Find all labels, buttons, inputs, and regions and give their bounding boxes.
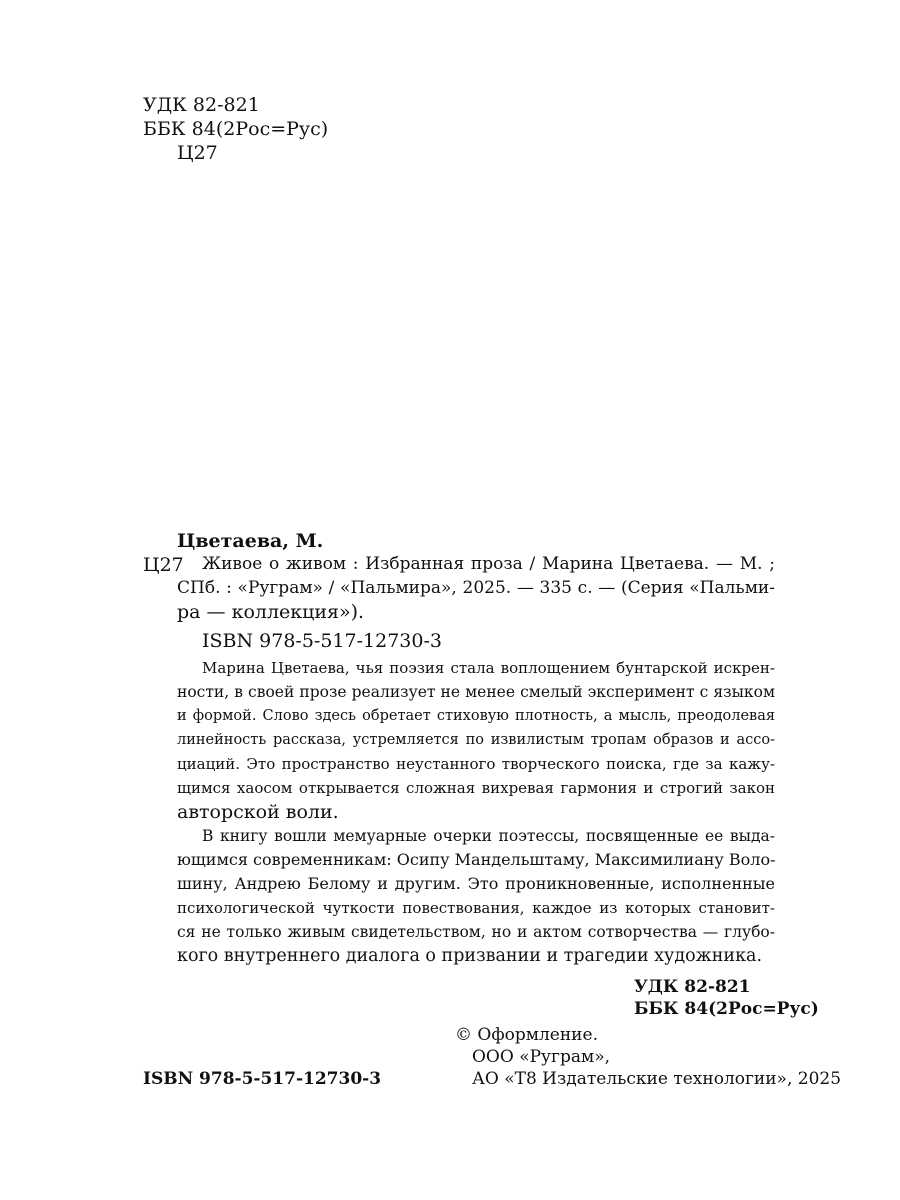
annotation-p1-line-3: и формой. Слово здесь обретает стиховую плотность, а мысль, преодолевая: [177, 708, 775, 724]
annotation-p1-line-1: Марина Цветаева, чья поэзия стала воплощением бунтарской искрен-: [202, 659, 775, 677]
footer-isbn: ISBN 978-5-517-12730-3: [143, 1069, 382, 1089]
record-author-mark: Ц27: [143, 554, 184, 576]
annotation-p1-line-6: щимся хаосом открывается сложная вихревая гармония и строгий закон: [177, 779, 775, 797]
annotation-p1-line-2: ности, в своей прозе реализует не менее смелый эксперимент с языком: [177, 683, 775, 701]
top-bbk-code: ББК 84(2Рос=Рус): [143, 118, 329, 140]
description-line-2: СПб. : «Руграм» / «Пальмира», 2025. — 335 с. — (Серия «Пальми-: [177, 578, 775, 598]
record-isbn: ISBN 978-5-517-12730-3: [202, 630, 442, 652]
annotation-p2-line-1: В книгу вошли мемуарные очерки поэтессы, посвященные ее выда-: [202, 827, 775, 845]
annotation-p2-line-3: шину, Андрею Белому и другим. Это проникновенные, исполненные: [177, 874, 775, 893]
description-line-1: Живое о живом : Избранная проза / Марина Цветаева. — М. ;: [202, 554, 775, 574]
annotation-p1-line-5: циаций. Это пространство неустанного творческого поиска, где за кажу-: [177, 755, 775, 773]
annotation-p2-line-6: кого внутреннего диалога о призвании и трагедии художника.: [177, 946, 763, 966]
annotation-p1-line-4: линейность рассказа, устремляется по извилистым тропам образов и ассо-: [177, 732, 775, 748]
bottom-udk-code: УДК 82-821: [634, 977, 751, 997]
top-udk-code: УДК 82-821: [143, 94, 260, 116]
bottom-bbk-code: ББК 84(2Рос=Рус): [634, 999, 819, 1019]
annotation-p2-line-2: ющимся современникам: Осипу Мандельштаму, Максимилиану Воло-: [177, 850, 775, 869]
description-line-3: ра — коллекция»).: [177, 601, 365, 623]
top-author-mark: Ц27: [177, 142, 218, 164]
copyright-line-1: © Оформление.: [455, 1025, 598, 1045]
annotation-p1-line-7: авторской воли.: [177, 801, 339, 823]
annotation-p2-line-5: ся не только живым свидетельством, но и актом сотворчества — глубо-: [177, 923, 775, 941]
author-heading: Цветаева, М.: [177, 530, 324, 552]
annotation-p2-line-4: психологической чуткости повествования, каждое из которых становит-: [177, 899, 775, 917]
copyright-line-2: ООО «Руграм»,: [472, 1047, 611, 1067]
copyright-line-3: АО «Т8 Издательские технологии», 2025: [472, 1069, 842, 1089]
